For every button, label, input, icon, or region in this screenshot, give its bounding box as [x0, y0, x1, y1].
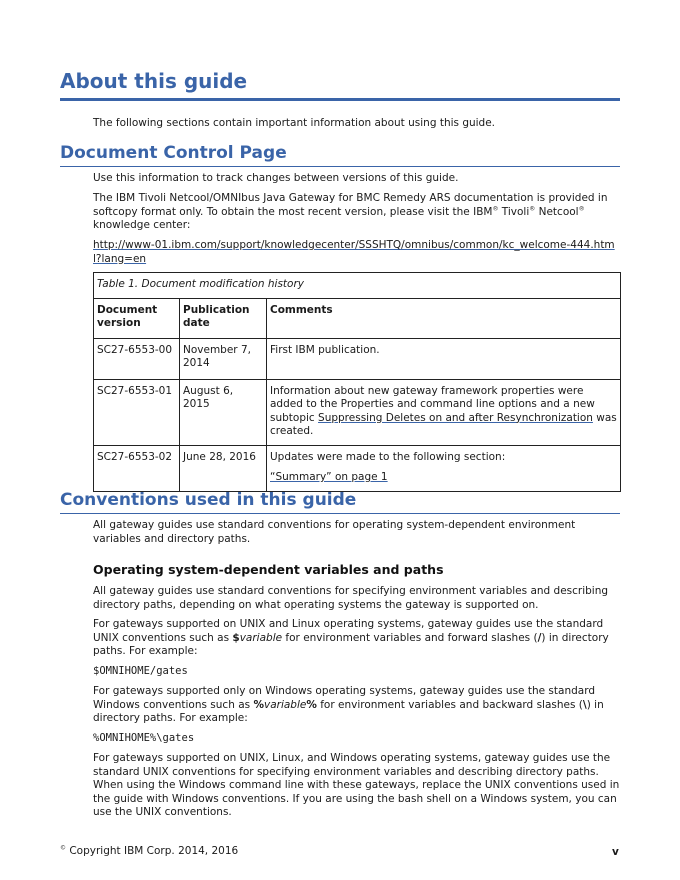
- row-version: SC27-6553-02: [94, 445, 180, 491]
- conventions-heading: Conventions used in this guide: [60, 490, 620, 514]
- table-caption: Table 1. Document modification history: [94, 273, 621, 299]
- col-header-date: Publication date: [180, 298, 267, 338]
- conventions-paragraph-1: All gateway guides use standard conventions for specifying environment variables and describing directory paths, depending on what operating systems the gateway is supported on.: [93, 585, 609, 611]
- conventions-paragraph-2: For gateways supported on UNIX and Linux operating systems, gateway guides use the standard UNIX conventions such as $variable for environment variables and forward slashes (/) in directory paths. For example:: [93, 618, 609, 657]
- row-version: SC27-6553-00: [94, 338, 180, 379]
- row-comment: Updates were made to the following section: “Summary” on page 1: [267, 445, 621, 491]
- summary-link[interactable]: “Summary” on page 1: [270, 471, 388, 483]
- row-date: June 28, 2016: [180, 445, 267, 491]
- conventions-paragraph-3: For gateways supported only on Windows operating systems, gateway guides use the standard Windows conventions such as %variable% for environment variables and backward slashes (\) in directory paths. For example:: [93, 685, 604, 724]
- row-version: SC27-6553-01: [94, 379, 180, 445]
- conventions-paragraph-4: For gateways supported on UNIX, Linux, and Windows operating systems, gateway guides use the standard UNIX conventions for specifying environment variables and describing directory paths. When using the Windows command line with these gateways, replace the UNIX conventions used in the guide with Windows conventions. If you are using the bash shell on a Windows system, you can use the UNIX conventions.: [93, 752, 620, 818]
- about-intro: The following sections contain important information about using this guide.: [93, 117, 496, 129]
- table-row: [94, 445, 621, 491]
- suppressing-deletes-link[interactable]: Suppressing Deletes on and after Resynchronization: [318, 411, 593, 424]
- col-header-comments: Comments: [267, 298, 621, 338]
- table-row: [94, 338, 621, 379]
- about-heading: About this guide: [60, 69, 620, 101]
- os-variables-heading: Operating system-dependent variables and paths: [93, 562, 444, 577]
- windows-path-example: %OMNIHOME%\gates: [93, 732, 195, 744]
- document-control-heading: Document Control Page: [60, 143, 620, 167]
- document-modification-table: [93, 272, 621, 492]
- row-date: August 6, 2015: [180, 379, 267, 445]
- copyright-notice: © Copyright IBM Corp. 2014, 2016: [60, 844, 239, 857]
- dcp-paragraph-2: The IBM Tivoli Netcool/OMNIbus Java Gateway for BMC Remedy ARS documentation is provided in softcopy format only. To obtain the most recent version, please visit the IBM® Tivoli® Netcool® knowledge center:: [93, 192, 608, 231]
- row-comment: Information about new gateway framework properties were added to the Properties and command line options and a new subtopic Suppressing Deletes on and after Resynchronization was created.: [267, 379, 621, 445]
- conventions-intro: All gateway guides use standard conventions for operating system-dependent environment variables and directory paths.: [93, 519, 576, 545]
- page-number: v: [612, 846, 619, 858]
- knowledge-center-link[interactable]: http://www-01.ibm.com/support/knowledgecenter/SSSHTQ/omnibus/common/kc_welcome-444.html?lang=en: [93, 239, 615, 265]
- row-comment: First IBM publication.: [267, 338, 621, 379]
- table-row: [94, 379, 621, 445]
- unix-path-example: $OMNIHOME/gates: [93, 665, 188, 677]
- col-header-version: Document version: [94, 298, 180, 338]
- row-date: November 7, 2014: [180, 338, 267, 379]
- dcp-paragraph-1: Use this information to track changes between versions of this guide.: [93, 172, 459, 184]
